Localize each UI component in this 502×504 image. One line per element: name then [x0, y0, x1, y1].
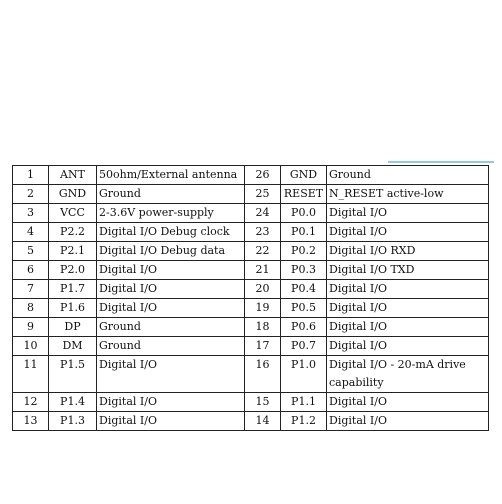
- table-row: [13, 261, 489, 280]
- left-pin-description: Digital I/O Debug clock: [97, 223, 245, 242]
- right-pin-number: 14: [245, 412, 281, 431]
- left-pin-number: 11: [13, 356, 49, 393]
- left-pin-number: 10: [13, 337, 49, 356]
- table-row: [13, 356, 489, 393]
- right-pin-description: Ground: [327, 166, 489, 185]
- right-pin-number: 24: [245, 204, 281, 223]
- left-pin-name: P1.7: [49, 280, 97, 299]
- left-pin-number: 3: [13, 204, 49, 223]
- right-pin-name: P1.1: [281, 393, 327, 412]
- right-pin-description: Digital I/O RXD: [327, 242, 489, 261]
- right-pin-name: P0.5: [281, 299, 327, 318]
- table-row: [13, 337, 489, 356]
- right-pin-number: 16: [245, 356, 281, 393]
- right-pin-name: P0.4: [281, 280, 327, 299]
- right-pin-description: Digital I/O: [327, 393, 489, 412]
- table-row: [13, 223, 489, 242]
- left-pin-number: 13: [13, 412, 49, 431]
- left-pin-number: 4: [13, 223, 49, 242]
- left-pin-description: 2-3.6V power-supply: [97, 204, 245, 223]
- right-pin-description: Digital I/O - 20-mA drive capability: [327, 356, 489, 393]
- left-pin-name: VCC: [49, 204, 97, 223]
- right-pin-name: P0.2: [281, 242, 327, 261]
- left-pin-name: P2.0: [49, 261, 97, 280]
- left-pin-name: P2.1: [49, 242, 97, 261]
- right-pin-number: 22: [245, 242, 281, 261]
- left-pin-number: 12: [13, 393, 49, 412]
- right-pin-name: P0.1: [281, 223, 327, 242]
- left-pin-description: 50ohm/External antenna: [97, 166, 245, 185]
- right-pin-number: 20: [245, 280, 281, 299]
- left-pin-number: 1: [13, 166, 49, 185]
- left-pin-number: 6: [13, 261, 49, 280]
- left-pin-number: 7: [13, 280, 49, 299]
- right-pin-number: 26: [245, 166, 281, 185]
- table-row: [13, 280, 489, 299]
- left-pin-description: Digital I/O: [97, 261, 245, 280]
- left-pin-name: P1.6: [49, 299, 97, 318]
- right-pin-number: 18: [245, 318, 281, 337]
- right-pin-description: Digital I/O: [327, 337, 489, 356]
- left-pin-name: P1.4: [49, 393, 97, 412]
- table-row: [13, 242, 489, 261]
- left-pin-description: Digital I/O: [97, 412, 245, 431]
- left-pin-name: P1.5: [49, 356, 97, 393]
- right-pin-name: P0.6: [281, 318, 327, 337]
- left-pin-name: P1.3: [49, 412, 97, 431]
- left-pin-number: 9: [13, 318, 49, 337]
- left-pin-description: Digital I/O: [97, 299, 245, 318]
- left-pin-description: Ground: [97, 337, 245, 356]
- left-pin-description: Digital I/O: [97, 280, 245, 299]
- right-pin-number: 15: [245, 393, 281, 412]
- right-pin-name: P0.7: [281, 337, 327, 356]
- left-pin-description: Digital I/O: [97, 356, 245, 393]
- right-pin-description: N_RESET active-low: [327, 185, 489, 204]
- right-pin-number: 23: [245, 223, 281, 242]
- left-pin-number: 8: [13, 299, 49, 318]
- right-pin-description: Digital I/O: [327, 280, 489, 299]
- left-pin-description: Digital I/O: [97, 393, 245, 412]
- left-pin-name: GND: [49, 185, 97, 204]
- left-pin-number: 5: [13, 242, 49, 261]
- right-pin-description: Digital I/O: [327, 412, 489, 431]
- right-pin-name: P0.3: [281, 261, 327, 280]
- right-pin-name: RESET: [281, 185, 327, 204]
- right-pin-number: 17: [245, 337, 281, 356]
- table-row: [13, 318, 489, 337]
- table-row: [13, 204, 489, 223]
- right-pin-description: Digital I/O TXD: [327, 261, 489, 280]
- pin-table: [12, 165, 489, 431]
- pin-table-body: [13, 166, 489, 431]
- left-pin-number: 2: [13, 185, 49, 204]
- right-pin-name: GND: [281, 166, 327, 185]
- table-row: [13, 412, 489, 431]
- right-pin-description: Digital I/O: [327, 204, 489, 223]
- left-pin-name: P2.2: [49, 223, 97, 242]
- left-pin-description: Ground: [97, 318, 245, 337]
- left-pin-description: Ground: [97, 185, 245, 204]
- left-pin-name: ANT: [49, 166, 97, 185]
- right-pin-description: Digital I/O: [327, 223, 489, 242]
- table-row: [13, 299, 489, 318]
- right-pin-number: 19: [245, 299, 281, 318]
- left-pin-name: DM: [49, 337, 97, 356]
- table-row: [13, 185, 489, 204]
- left-pin-description: Digital I/O Debug data: [97, 242, 245, 261]
- right-pin-description: Digital I/O: [327, 299, 489, 318]
- right-pin-description: Digital I/O: [327, 318, 489, 337]
- accent-line: [388, 161, 494, 163]
- table-row: [13, 166, 489, 185]
- right-pin-name: P1.2: [281, 412, 327, 431]
- left-pin-name: DP: [49, 318, 97, 337]
- table-row: [13, 393, 489, 412]
- right-pin-name: P0.0: [281, 204, 327, 223]
- right-pin-name: P1.0: [281, 356, 327, 393]
- right-pin-number: 25: [245, 185, 281, 204]
- right-pin-number: 21: [245, 261, 281, 280]
